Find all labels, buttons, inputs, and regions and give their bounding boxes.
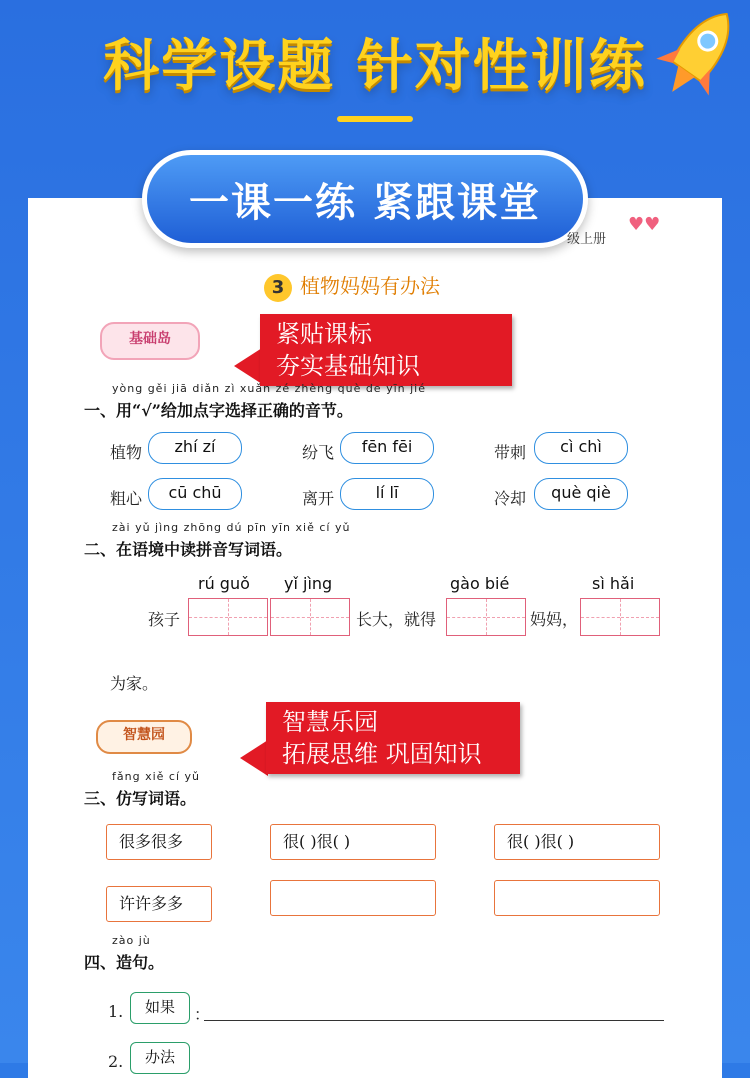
sentence-word-tag: 如果	[130, 992, 190, 1024]
pinyin-cloud[interactable]: zhí zí	[148, 432, 242, 464]
headline-underline	[337, 116, 413, 122]
copy-word-box[interactable]: 很( )很( )	[494, 824, 660, 860]
callout-line: 紧贴课标	[276, 320, 372, 348]
banner-text: 一课一练 紧跟课堂	[189, 180, 541, 226]
pinyin-cloud[interactable]: què qiè	[534, 478, 628, 510]
colon: ：	[194, 1005, 211, 1024]
callout-line: 拓展思维 巩固知识	[282, 740, 482, 768]
callout-line: 智慧乐园	[282, 708, 378, 736]
q1-text: 一、用“√”给加点字选择正确的音节。	[84, 401, 353, 420]
q1-word: 离开	[302, 489, 335, 508]
q1-word: 带刺	[494, 443, 527, 462]
q3-pinyin: fǎng xiě cí yǔ	[112, 770, 200, 783]
pinyin-cloud[interactable]: cì chì	[534, 432, 628, 464]
writing-grid[interactable]	[580, 598, 660, 636]
q1-word: 冷却	[494, 489, 527, 508]
pinyin-label: gào bié	[450, 574, 510, 593]
q2-text: 二、在语境中读拼音写词语。	[84, 540, 293, 559]
callout-basic	[260, 314, 512, 386]
pinyin-label: rú guǒ	[198, 574, 250, 593]
callout-wisdom	[266, 702, 520, 774]
q1-pinyin: yòng gěi jiā diǎn zì xuǎn zé zhèng què de yīn jié	[112, 382, 426, 395]
q3-text: 三、仿写词语。	[84, 789, 197, 808]
pinyin-label: yǐ jìng	[284, 574, 333, 593]
writing-grid[interactable]	[446, 598, 526, 636]
copy-word-box[interactable]: 很多很多	[106, 824, 212, 860]
headline: 科学设题 针对性训练	[103, 34, 647, 99]
banner-pill	[142, 150, 588, 248]
sentence-part: 长大，就得	[356, 610, 437, 629]
copy-word-box[interactable]	[494, 880, 660, 916]
item-number: 1.	[108, 1002, 124, 1021]
section-badge-basic: 基础岛	[100, 322, 200, 360]
section-badge-wisdom: 智慧园	[96, 720, 192, 754]
sentence-part: 妈妈，	[530, 610, 579, 629]
rocket-icon	[648, 0, 748, 110]
copy-word-box[interactable]: 很( )很( )	[270, 824, 436, 860]
q1-word: 粗心	[110, 489, 143, 508]
lesson-number: 3	[264, 274, 292, 302]
sentence-part: 孩子	[148, 610, 181, 629]
copy-word-box[interactable]: 许许多多	[106, 886, 212, 922]
writing-grid[interactable]	[270, 598, 350, 636]
sentence-word-tag: 办法	[130, 1042, 190, 1074]
sentence-write-line[interactable]	[204, 1020, 664, 1021]
callout-tail	[240, 740, 268, 776]
grade-label: 级上册	[567, 232, 607, 247]
q4-pinyin: zào jù	[112, 934, 151, 947]
q4-text: 四、造句。	[84, 953, 165, 972]
q2-pinyin: zài yǔ jìng zhōng dú pīn yīn xiě cí yǔ	[112, 521, 351, 534]
pinyin-cloud[interactable]: lí lī	[340, 478, 434, 510]
q1-word: 纷飞	[302, 443, 335, 462]
lesson-title-row	[264, 270, 440, 302]
pinyin-cloud[interactable]: fēn fēi	[340, 432, 434, 464]
callout-line: 夯实基础知识	[276, 352, 420, 380]
callout-tail	[234, 348, 262, 384]
writing-grid[interactable]	[188, 598, 268, 636]
q1-word: 植物	[110, 443, 143, 462]
hearts-icon: ♥♥	[628, 214, 661, 235]
lesson-title: 植物妈妈有办法	[300, 274, 440, 298]
pinyin-label: sì hǎi	[592, 574, 635, 593]
sentence-part: 为家。	[110, 674, 159, 693]
pinyin-cloud[interactable]: cū chū	[148, 478, 242, 510]
copy-word-box[interactable]	[270, 880, 436, 916]
item-number: 2.	[108, 1052, 124, 1071]
